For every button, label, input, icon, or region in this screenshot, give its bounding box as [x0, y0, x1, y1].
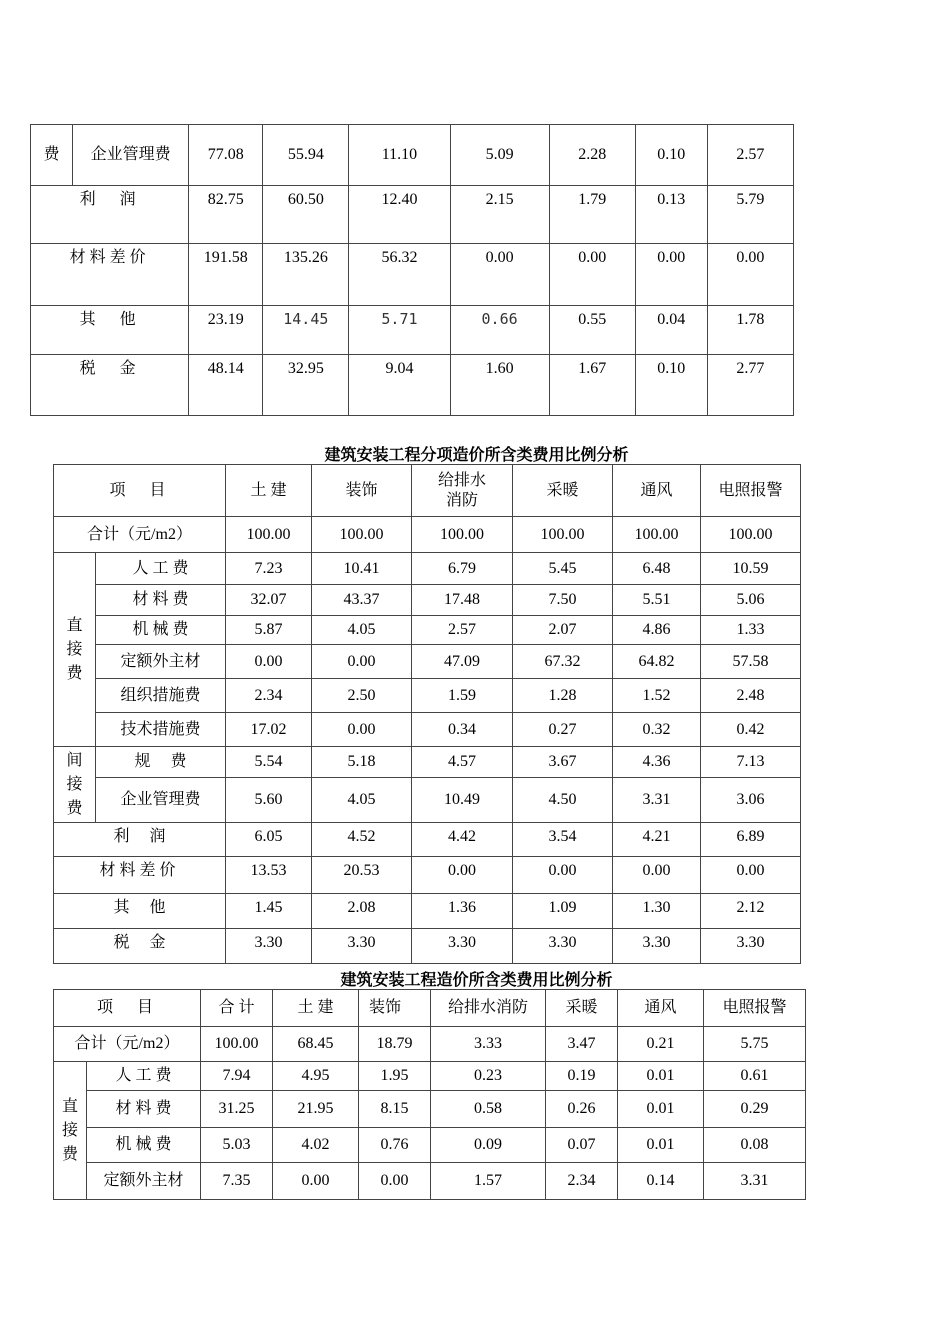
cell: 100.00	[613, 517, 701, 553]
cell: 5.75	[704, 1027, 806, 1062]
cell: 0.32	[613, 713, 701, 747]
cell: 1.79	[549, 186, 635, 244]
cell: 1.78	[707, 306, 793, 355]
column-header: 给排水 消防	[412, 465, 513, 517]
row-label: 材 料 费	[96, 585, 226, 616]
cell: 0.00	[273, 1163, 359, 1200]
cell: 2.77	[707, 355, 793, 416]
row-label: 组织措施费	[96, 679, 226, 713]
cell: 0.00	[613, 857, 701, 894]
row-group-label: 间 接 费	[54, 747, 96, 823]
column-header: 电照报警	[701, 465, 801, 517]
cell: 3.06	[701, 778, 801, 823]
row-label: 人 工 费	[96, 553, 226, 585]
table-header-row	[54, 465, 801, 517]
cell: 0.19	[546, 1062, 618, 1091]
cell: 1.57	[431, 1163, 546, 1200]
column-header: 项 目	[54, 990, 201, 1027]
cell: 0.00	[450, 244, 549, 306]
row-group-label: 直 接 费	[54, 553, 96, 747]
row-label: 人 工 费	[87, 1062, 201, 1091]
cell: 100.00	[312, 517, 412, 553]
column-header: 采暖	[513, 465, 613, 517]
cell: 0.10	[635, 125, 707, 186]
cell: 3.67	[513, 747, 613, 778]
cell: 2.12	[701, 894, 801, 929]
cell: 100.00	[412, 517, 513, 553]
itemized-cost-ratio-table	[53, 464, 801, 964]
cell: 0.00	[513, 857, 613, 894]
table-row	[31, 186, 794, 244]
cell: 0.04	[635, 306, 707, 355]
cell: 0.00	[226, 645, 312, 679]
cell: 0.34	[412, 713, 513, 747]
cell: 10.59	[701, 553, 801, 585]
cell: 47.09	[412, 645, 513, 679]
cell: 1.45	[226, 894, 312, 929]
cell: 17.02	[226, 713, 312, 747]
cell: 4.36	[613, 747, 701, 778]
cell: 0.07	[546, 1128, 618, 1163]
row-label: 材 料 费	[87, 1091, 201, 1128]
cell: 1.67	[549, 355, 635, 416]
cell: 0.66	[450, 306, 549, 355]
cell: 0.00	[635, 244, 707, 306]
column-header: 合 计	[201, 990, 273, 1027]
cell: 32.95	[263, 355, 349, 416]
row-label: 利 润	[31, 186, 189, 244]
table-row	[54, 1062, 806, 1091]
cell: 4.86	[613, 616, 701, 645]
cell: 68.45	[273, 1027, 359, 1062]
table-row	[54, 894, 801, 929]
cell: 2.50	[312, 679, 412, 713]
cell: 7.13	[701, 747, 801, 778]
cell: 5.09	[450, 125, 549, 186]
cell: 20.53	[312, 857, 412, 894]
cell: 43.37	[312, 585, 412, 616]
column-header: 装饰	[359, 990, 431, 1027]
cell: 11.10	[349, 125, 450, 186]
cell: 4.21	[613, 823, 701, 857]
table-row	[54, 585, 801, 616]
cell: 12.40	[349, 186, 450, 244]
table-row	[54, 679, 801, 713]
cell: 3.47	[546, 1027, 618, 1062]
cell: 3.30	[312, 929, 412, 964]
column-header: 装饰	[312, 465, 412, 517]
cell: 5.79	[707, 186, 793, 244]
cell: 77.08	[189, 125, 263, 186]
cell: 0.76	[359, 1128, 431, 1163]
cell: 0.13	[635, 186, 707, 244]
column-header: 通风	[618, 990, 704, 1027]
cell: 3.31	[613, 778, 701, 823]
cell: 1.36	[412, 894, 513, 929]
cell: 2.48	[701, 679, 801, 713]
cell: 0.09	[431, 1128, 546, 1163]
row-label: 技术措施费	[96, 713, 226, 747]
table-row	[31, 306, 794, 355]
cell: 7.50	[513, 585, 613, 616]
cell: 2.08	[312, 894, 412, 929]
cell: 32.07	[226, 585, 312, 616]
column-header: 通风	[613, 465, 701, 517]
cell: 60.50	[263, 186, 349, 244]
row-label: 其 他	[54, 894, 226, 929]
cell: 2.07	[513, 616, 613, 645]
cell: 8.15	[359, 1091, 431, 1128]
cell: 7.35	[201, 1163, 273, 1200]
row-label: 税 金	[54, 929, 226, 964]
row-label: 合计（元/m2）	[54, 1027, 201, 1062]
table-row	[31, 244, 794, 306]
cell: 0.00	[701, 857, 801, 894]
cell: 82.75	[189, 186, 263, 244]
cell: 1.95	[359, 1062, 431, 1091]
table-row	[54, 857, 801, 894]
table-row	[54, 1128, 806, 1163]
cell: 0.42	[701, 713, 801, 747]
table-row	[54, 713, 801, 747]
table-row	[54, 1027, 806, 1062]
cell: 1.59	[412, 679, 513, 713]
row-label: 其 他	[31, 306, 189, 355]
row-label: 材料差价	[54, 857, 226, 894]
cell: 13.53	[226, 857, 312, 894]
table-row	[54, 1163, 806, 1200]
row-group-label: 费	[31, 125, 73, 186]
cell: 57.58	[701, 645, 801, 679]
cell: 5.03	[201, 1128, 273, 1163]
cell: 1.30	[613, 894, 701, 929]
cell: 0.00	[707, 244, 793, 306]
column-header: 土 建	[273, 990, 359, 1027]
cell: 0.29	[704, 1091, 806, 1128]
cell: 0.01	[618, 1091, 704, 1128]
table-row	[54, 645, 801, 679]
cell: 3.33	[431, 1027, 546, 1062]
cell: 191.58	[189, 244, 263, 306]
cell: 5.51	[613, 585, 701, 616]
cell: 5.06	[701, 585, 801, 616]
cell: 1.33	[701, 616, 801, 645]
cell: 3.30	[613, 929, 701, 964]
cell: 10.49	[412, 778, 513, 823]
cell: 31.25	[201, 1091, 273, 1128]
cell: 0.55	[549, 306, 635, 355]
table-row	[54, 616, 801, 645]
column-header: 电照报警	[704, 990, 806, 1027]
cell: 0.58	[431, 1091, 546, 1128]
cell: 6.89	[701, 823, 801, 857]
cell: 0.00	[312, 645, 412, 679]
cell: 5.87	[226, 616, 312, 645]
cell: 2.28	[549, 125, 635, 186]
row-group-label: 直 接 费	[54, 1062, 87, 1200]
cell: 7.23	[226, 553, 312, 585]
cell: 3.30	[412, 929, 513, 964]
row-label: 利 润	[54, 823, 226, 857]
cell: 14.45	[263, 306, 349, 355]
cost-table-continued	[30, 124, 794, 416]
table-row	[31, 125, 794, 186]
cell: 2.34	[226, 679, 312, 713]
cell: 0.01	[618, 1128, 704, 1163]
cell: 4.52	[312, 823, 412, 857]
cell: 5.54	[226, 747, 312, 778]
cell: 4.05	[312, 778, 412, 823]
cell: 0.27	[513, 713, 613, 747]
cell: 4.02	[273, 1128, 359, 1163]
cell: 21.95	[273, 1091, 359, 1128]
cell: 5.45	[513, 553, 613, 585]
cell: 0.14	[618, 1163, 704, 1200]
cell: 4.57	[412, 747, 513, 778]
cell: 0.61	[704, 1062, 806, 1091]
cell: 6.05	[226, 823, 312, 857]
cell: 3.30	[513, 929, 613, 964]
column-header: 项 目	[54, 465, 226, 517]
cell: 10.41	[312, 553, 412, 585]
cell: 0.10	[635, 355, 707, 416]
cell: 1.52	[613, 679, 701, 713]
cell: 67.32	[513, 645, 613, 679]
table-row	[54, 747, 801, 778]
table-row	[54, 553, 801, 585]
cell: 64.82	[613, 645, 701, 679]
cell: 18.79	[359, 1027, 431, 1062]
row-label: 机 械 费	[87, 1128, 201, 1163]
cell: 3.31	[704, 1163, 806, 1200]
cell: 56.32	[349, 244, 450, 306]
cell: 2.57	[412, 616, 513, 645]
row-label: 企业管理费	[73, 125, 189, 186]
cell: 5.71	[349, 306, 450, 355]
cell: 0.00	[412, 857, 513, 894]
cell: 5.18	[312, 747, 412, 778]
cell: 0.23	[431, 1062, 546, 1091]
cell: 135.26	[263, 244, 349, 306]
row-label: 材料差价	[31, 244, 189, 306]
cell: 0.08	[704, 1128, 806, 1163]
table-row	[54, 778, 801, 823]
cell: 100.00	[201, 1027, 273, 1062]
column-header: 给排水消防	[431, 990, 546, 1027]
cell: 0.01	[618, 1062, 704, 1091]
row-label: 企业管理费	[96, 778, 226, 823]
row-label: 合计（元/m2）	[54, 517, 226, 553]
cell: 4.05	[312, 616, 412, 645]
cell: 0.00	[549, 244, 635, 306]
column-header: 采暖	[546, 990, 618, 1027]
cell: 4.50	[513, 778, 613, 823]
row-label: 税 金	[31, 355, 189, 416]
cell: 3.54	[513, 823, 613, 857]
table-title: 建筑安装工程分项造价所含类费用比例分析	[324, 447, 629, 464]
total-cost-ratio-table	[53, 989, 806, 1200]
cell: 0.26	[546, 1091, 618, 1128]
cell: 4.95	[273, 1062, 359, 1091]
cell: 7.94	[201, 1062, 273, 1091]
cell: 23.19	[189, 306, 263, 355]
cell: 1.09	[513, 894, 613, 929]
cell: 3.30	[701, 929, 801, 964]
cell: 100.00	[701, 517, 801, 553]
table-row	[54, 517, 801, 553]
cell: 3.30	[226, 929, 312, 964]
cell: 100.00	[226, 517, 312, 553]
cell: 6.79	[412, 553, 513, 585]
cell: 9.04	[349, 355, 450, 416]
table-row	[54, 823, 801, 857]
row-label: 机 械 费	[96, 616, 226, 645]
cell: 4.42	[412, 823, 513, 857]
cell: 6.48	[613, 553, 701, 585]
row-label: 定额外主材	[96, 645, 226, 679]
cell: 48.14	[189, 355, 263, 416]
cell: 0.00	[312, 713, 412, 747]
cell: 0.21	[618, 1027, 704, 1062]
cell: 0.00	[359, 1163, 431, 1200]
column-header: 土 建	[226, 465, 312, 517]
cell: 2.57	[707, 125, 793, 186]
table-row	[54, 1091, 806, 1128]
row-label: 规 费	[96, 747, 226, 778]
table-title: 建筑安装工程造价所含类费用比例分析	[340, 972, 613, 989]
cell: 55.94	[263, 125, 349, 186]
cell: 5.60	[226, 778, 312, 823]
table-header-row	[54, 990, 806, 1027]
row-label: 定额外主材	[87, 1163, 201, 1200]
table-row	[54, 929, 801, 964]
cell: 1.60	[450, 355, 549, 416]
cell: 2.15	[450, 186, 549, 244]
cell: 17.48	[412, 585, 513, 616]
table-row	[31, 355, 794, 416]
cell: 2.34	[546, 1163, 618, 1200]
cell: 1.28	[513, 679, 613, 713]
cell: 100.00	[513, 517, 613, 553]
